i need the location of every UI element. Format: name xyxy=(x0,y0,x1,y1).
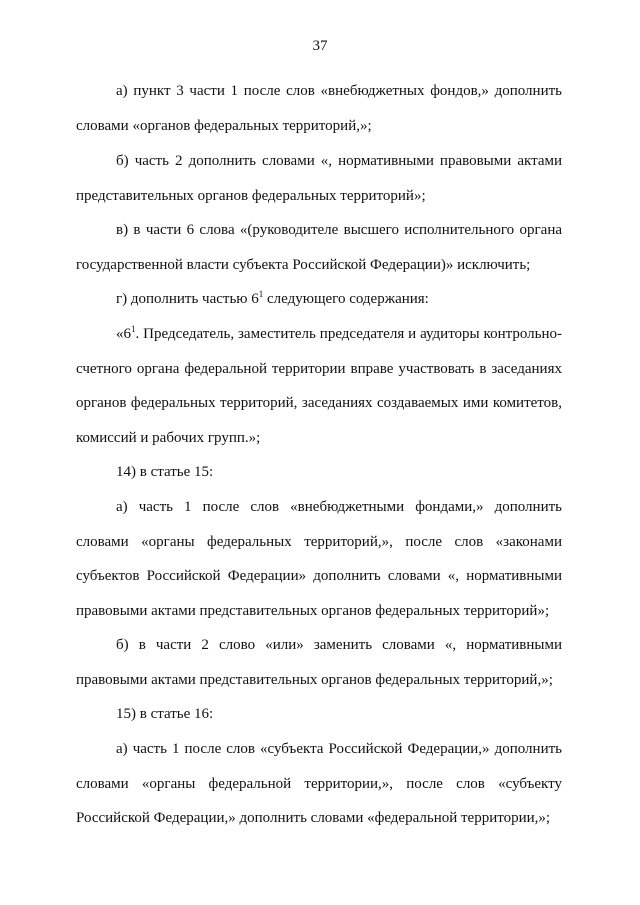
paragraph-v-part-6: в) в части 6 слова «(руководителе высшего исполнительного органа государственной власти субъекта Российской Федерации)» исключить; xyxy=(76,222,562,273)
part-6-1-text-before: «6 xyxy=(116,326,131,342)
paragraph-item-15: 15) в статье 16: xyxy=(116,706,214,722)
paragraph-g-text-before: г) дополнить частью 6 xyxy=(116,291,259,307)
part-6-1-text-after: . Председатель, заместитель председателя и аудиторы контрольно-счетного органа федеральной территории вправе участвовать в заседаниях органов федеральных территорий, заседаниях создаваемых ими комитетов, комиссий и рабочих групп.»; xyxy=(76,326,562,446)
superscript-marker: 1 xyxy=(258,289,264,299)
page-number: 37 xyxy=(312,38,328,54)
paragraph-a-item-3: а) пункт 3 части 1 после слов «внебюджетных фондов,» дополнить словами «органов федеральных территорий,»; xyxy=(76,83,562,134)
paragraph-15-a: а) часть 1 после слов «субъекта Российской Федерации,» дополнить словами «органы федеральной территории,», после слов «субъекту Российской Федерации,» дополнить словами «федеральной территории,»; xyxy=(76,741,562,827)
paragraph-14-b: б) в части 2 слово «или» заменить словами «, нормативными правовыми актами представительных органов федеральных территорий,»; xyxy=(76,637,562,688)
superscript-marker: 1 xyxy=(131,324,136,334)
paragraph-14-a: а) часть 1 после слов «внебюджетными фондами,» дополнить словами «органы федеральных территорий,», после слов «законами субъектов Российской Федерации» дополнить словами «, нормативными правовыми актами представительных органов федеральных территорий»; xyxy=(76,499,562,619)
paragraph-item-14: 14) в статье 15: xyxy=(116,464,214,480)
paragraph-part-6-1-text xyxy=(76,317,562,455)
paragraph-g-text-after: следующего содержания: xyxy=(263,291,429,307)
paragraph-b-part-2: б) часть 2 дополнить словами «, нормативными правовыми актами представительных органов федеральных территорий»; xyxy=(76,153,562,204)
paragraph-g-add-part xyxy=(76,282,562,317)
